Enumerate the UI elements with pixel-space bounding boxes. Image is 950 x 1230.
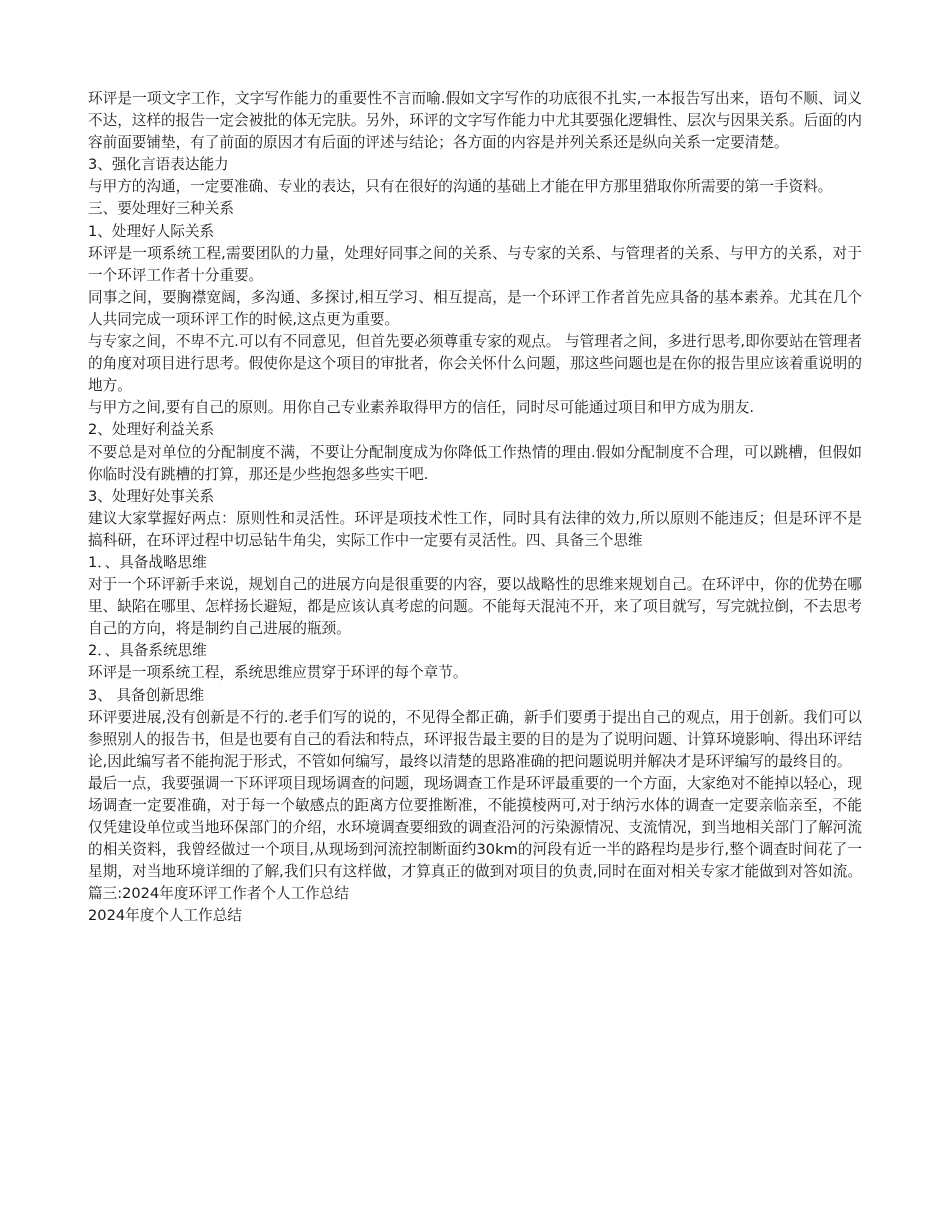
heading-handling-affairs: 3、处理好处事关系 <box>88 487 215 505</box>
paragraph-systematic-thinking: 环评是一项系统工程，系统思维应贯穿于环评的每个章节。 <box>88 664 468 682</box>
paragraph-writing-ability: 环评是一项文字工作，文字写作能力的重要性不言而喻.假如文字写作的功底很不扎实,一本报告写出来，语句不顺、词义不达，这样的报告一定会被批的体无完肤。另外，环评的文字写作能力中尤其要强化逻辑性、层次与因果关系。后面的内容前面要铺垫，有了前面的原因才有后面的评述与结论；各方面的内容是并列关系还是纵向关系一定要清楚。 <box>88 90 862 152</box>
paragraph-principle-flexibility: 建议大家掌握好两点：原则性和灵活性。环评是项技术性工作，同时具有法律的效力,所以原则不能违反；但是环评不是搞科研，在环评过程中切忌钻牛角尖，实际工作中一定要有灵活性。四、具备三个思维 <box>88 509 862 549</box>
paragraph-client-communication: 与甲方的沟通，一定要准确、专业的表达，只有在很好的沟通的基础上才能在甲方那里猎取你所需要的第一手资料。 <box>88 178 833 196</box>
paragraph-field-survey: 最后一点，我要强调一下环评项目现场调查的问题，现场调查工作是环评最重要的一个方面，大家绝对不能掉以轻心，现场调查一定要准确，对于每一个敏感点的距离方位要推断准，不能摸棱两可,对于纳污水体的调查一定要亲临亲至，不能仅凭建设单位或当地环保部门的介绍，水环境调查要细致的调查沿河的污染源情况、支流情况，到当地相关部门了解河流的相关资料，我曾经做过一个项目,从现场到河流控制断面约30km的河段有近一半的路程均是步行,整个调查时间花了一星期，对当地环境详细的了解,我们只有这样做，才算真正的做到对项目的负责,同时在面对相关专家才能做到对答如流。篇三:2024年度环评工作者个人工作总结 <box>88 774 862 903</box>
paragraph-colleagues: 同事之间，要胸襟宽阔，多沟通、多探讨,相互学习、相互提高，是一个环评工作者首先应具备的基本素养。尤其在几个人共同完成一项环评工作的时候,这点更为重要。 <box>88 288 862 328</box>
heading-interests: 2、处理好利益关系 <box>88 421 215 439</box>
heading-three-relationships: 三、要处理好三种关系 <box>88 200 234 218</box>
heading-verbal-expression: 3、强化言语表达能力 <box>88 156 229 174</box>
heading-interpersonal: 1、处理好人际关系 <box>88 222 215 240</box>
heading-annual-summary: 2024年度个人工作总结 <box>88 907 242 925</box>
heading-innovative-thinking: 3、 具备创新思维 <box>88 686 205 704</box>
paragraph-experts-managers: 与专家之间，不卑不亢.可以有不同意见，但首先要必须尊重专家的观点。 与管理者之间，多进行思考,即你要站在管理者的角度对项目进行思考。假使你是这个项目的审批者，你会关怀什么问题，那这些问题也是在你的报告里应该着重说明的地方。 <box>88 333 862 395</box>
heading-strategic-thinking: 1．、具备战略思维 <box>88 553 207 571</box>
paragraph-client-principles: 与甲方之间,要有自己的原则。用你自己专业素养取得甲方的信任，同时尽可能通过项目和甲方成为朋友. <box>88 399 755 417</box>
heading-systematic-thinking: 2．、具备系统思维 <box>88 642 207 660</box>
paragraph-distribution-system: 不要总是对单位的分配制度不满，不要让分配制度成为你降低工作热情的理由.假如分配制度不合理，可以跳槽，但假如你临时没有跳槽的打算，那还是少些抱怨多些实干吧. <box>88 443 862 483</box>
paragraph-strategic-thinking: 对于一个环评新手来说，规划自己的进展方向是很重要的内容，要以战略性的思维来规划自己。在环评中，你的优势在哪里、缺陷在哪里、怎样扬长避短，都是应该认真考虑的问题。不能每天混沌不开，来了项目就写，写完就拉倒，不去思考自己的方向，将是制约自己进展的瓶颈。 <box>88 576 862 638</box>
paragraph-teamwork: 环评是一项系统工程,需要团队的力量，处理好同事之间的关系、与专家的关系、与管理者的关系、与甲方的关系，对于一个环评工作者十分重要。 <box>88 244 862 284</box>
document-body <box>88 88 862 928</box>
paragraph-innovative-thinking: 环评要进展,没有创新是不行的.老手们写的说的，不见得全都正确，新手们要勇于提出自己的观点，用于创新。我们可以参照别人的报告书，但是也要有自己的看法和特点，环评报告最主要的目的是为了说明问题、计算环境影响、得出环评结论,因此编写者不能拘泥于形式，不管如何编写，最终以清楚的思路准确的把问题说明并解决才是环评编写的最终目的。 <box>88 708 862 770</box>
